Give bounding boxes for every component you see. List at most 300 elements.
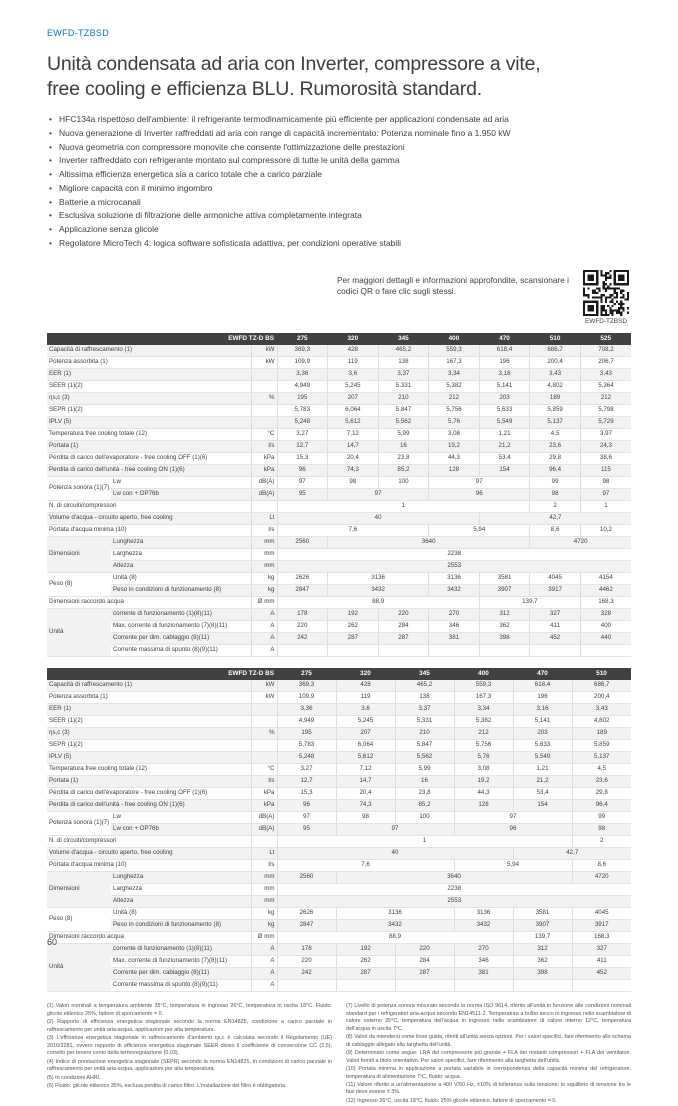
table-row (47, 692, 631, 704)
value-cell: 708,2 (580, 345, 631, 357)
row-unit: A (251, 956, 277, 968)
value-cell: 44,3 (454, 788, 513, 800)
value-cell: 3640 (336, 872, 572, 884)
value-cell: 203 (479, 393, 530, 405)
row-label: Lw (111, 812, 251, 824)
value-cell: 3,37 (395, 704, 454, 716)
footnote: (5) In condizioni AHRI. (47, 1074, 101, 1081)
value-cell: 262 (328, 621, 379, 633)
value-cell: 207 (328, 393, 379, 405)
value-cell: 16 (395, 776, 454, 788)
footnote: (10) Portata minima in applicazione a portata variabile in corrispondenza della capacità minima del refrigeratore, temperatura di alimentazione 7°C, fluido: acqua. (346, 1066, 631, 1080)
value-cell: 312 (479, 609, 530, 621)
value-cell: 5,331 (395, 716, 454, 728)
table-row (47, 932, 631, 944)
value-cell: 5,859 (530, 405, 581, 417)
row-unit: A (251, 645, 277, 657)
value-cell: 96,4 (572, 800, 631, 812)
value-cell: 428 (336, 680, 395, 692)
value-cell (479, 645, 530, 657)
value-cell: 3432 (429, 585, 480, 597)
row-label: Unità (8) (111, 573, 251, 585)
value-cell: 5,847 (395, 740, 454, 752)
feature-bullet: • Migliore capacità con il minimo ingombro (47, 182, 631, 195)
value-cell: 21,2 (479, 441, 530, 453)
table-row (47, 872, 631, 884)
value-cell: 3,08 (454, 764, 513, 776)
row-label: Capacità di raffrescamento (1) (47, 680, 251, 692)
value-cell: 5,141 (479, 381, 530, 393)
value-cell (572, 980, 631, 992)
value-cell: 5,783 (277, 740, 336, 752)
value-cell: 29,8 (572, 788, 631, 800)
value-cell: 53,4 (513, 788, 572, 800)
value-cell: 96,4 (530, 465, 581, 477)
value-cell: 97 (429, 477, 530, 489)
value-cell: 128 (454, 800, 513, 812)
value-cell: 284 (378, 621, 429, 633)
value-cell: 23,6 (530, 441, 581, 453)
footnotes-right-column (346, 1003, 631, 1106)
row-label: EER (1) (47, 704, 251, 716)
value-cell (378, 645, 429, 657)
row-unit: kW (251, 345, 277, 357)
value-cell: 14,7 (328, 441, 379, 453)
table-row (47, 752, 631, 764)
row-unit: % (251, 393, 277, 405)
table-row (47, 441, 631, 453)
row-unit (251, 501, 277, 513)
table-row (47, 357, 631, 369)
table-row (47, 537, 631, 549)
row-label: Perdita di carico dell'unità - free cooling ON (1)(6) (47, 800, 251, 812)
row-label: IPLV (5) (47, 417, 251, 429)
size-column-header: 525 (580, 333, 631, 345)
value-cell: 1,21 (479, 429, 530, 441)
value-cell: 138 (395, 692, 454, 704)
row-unit: Lt (251, 513, 277, 525)
value-cell: 452 (530, 633, 581, 645)
value-cell: 362 (513, 956, 572, 968)
qr-code-icon[interactable] (583, 270, 629, 316)
row-label: IPLV (5) (47, 752, 251, 764)
size-column-header: 510 (530, 333, 581, 345)
value-cell: 15,3 (277, 453, 328, 465)
value-cell: 29,8 (530, 453, 581, 465)
value-cell: 154 (513, 800, 572, 812)
table-header-row (47, 668, 631, 680)
row-unit: kPa (251, 788, 277, 800)
value-cell: 3432 (328, 585, 429, 597)
row-unit (251, 836, 277, 848)
value-cell: 23,8 (395, 788, 454, 800)
value-cell: 23,8 (378, 453, 429, 465)
value-cell: 686,7 (530, 345, 581, 357)
value-cell: 98 (336, 812, 395, 824)
value-cell: 4,949 (277, 716, 336, 728)
row-label: Lw con + OP76b (111, 489, 251, 501)
value-cell: 559,3 (454, 680, 513, 692)
product-code-header: EWFD-TZBSD (47, 28, 109, 38)
row-unit: kPa (251, 800, 277, 812)
row-unit: mm (251, 561, 277, 573)
value-cell: 2553 (277, 561, 631, 573)
value-cell: 3917 (572, 920, 631, 932)
row-unit: mm (251, 896, 277, 908)
value-cell: 5,99 (378, 429, 429, 441)
row-label: Lunghezza (111, 872, 251, 884)
value-cell: 97 (277, 812, 336, 824)
value-cell: 100 (378, 477, 429, 489)
value-cell: 242 (277, 968, 336, 980)
qr-caption: EWFD-TZBSD (585, 317, 627, 325)
row-unit: A (251, 980, 277, 992)
row-unit: dB(A) (251, 477, 277, 489)
size-column-header: 345 (395, 668, 454, 680)
footnote: (1) Valori nominali a temperatura ambiente 35°C, temperatura in ingresso 26°C, temperatura in uscita 18°C. Fluido: glicole etilenico 25%, fattore di sporcamento = 0. (47, 1003, 332, 1017)
table-row (47, 381, 631, 393)
value-cell: 5,76 (429, 417, 480, 429)
value-cell: 411 (572, 956, 631, 968)
row-label: Potenza assorbita (1) (47, 692, 251, 704)
value-cell: 207 (336, 728, 395, 740)
row-unit: kPa (251, 453, 277, 465)
value-cell: 465,2 (395, 680, 454, 692)
value-cell: 40 (277, 513, 479, 525)
value-cell: 85,2 (395, 800, 454, 812)
value-cell: 97 (336, 824, 454, 836)
qr-section (47, 270, 631, 325)
value-cell: 5,331 (378, 381, 429, 393)
table-row (47, 956, 631, 968)
row-label: Perdita di carico dell'evaporatore - free cooling OFF (1)(6) (47, 453, 251, 465)
value-cell: 369,3 (277, 680, 336, 692)
footnote: (11) Valore riferito a un'alimentazione a 400 V/50 Hz, ±10% di tolleranza sulla tensione; lo squilibrio di tensione tra le fasi deve essere ± 3%. (346, 1081, 631, 1096)
value-cell: 3,16 (513, 704, 572, 716)
value-cell: 5,633 (513, 740, 572, 752)
feature-bullet: • Esclusiva soluzione di filtrazione delle armoniche attiva completamente integrata (47, 209, 631, 222)
row-label: Max. corrente di funzionamento (7)(8)(11) (111, 956, 251, 968)
value-cell: 189 (530, 393, 581, 405)
row-label: Portata d'acqua minima (10) (47, 860, 251, 872)
feature-bullet: • Inverter raffreddato con refrigerante montato sul compressore di tutte le unità della gamma (47, 154, 631, 167)
row-label: Altezza (111, 896, 251, 908)
row-label: Larghezza (111, 884, 251, 896)
value-cell: 2238 (277, 884, 631, 896)
row-label: Larghezza (111, 549, 251, 561)
row-unit: % (251, 728, 277, 740)
footnote: (9) Determinato come segue: LRA del compressore più grande + FLA dei restanti compressori + FLA dei ventilatori. Valori forniti a titolo orientativo. Per valori specifici, fare riferimento alla targhetta dell'unità. (346, 1050, 631, 1064)
value-cell: 4,949 (277, 381, 328, 393)
value-cell: 100 (395, 812, 454, 824)
page-title-line1: Unità condensata ad aria con Inverter, compressore a vite, (47, 53, 541, 75)
value-cell: 138 (378, 357, 429, 369)
value-cell: 362 (479, 621, 530, 633)
value-cell: 74,3 (336, 800, 395, 812)
value-cell: 618,4 (513, 680, 572, 692)
value-cell: 200,4 (530, 357, 581, 369)
table-row (47, 417, 631, 429)
value-cell: 312 (513, 944, 572, 956)
row-unit: kW (251, 692, 277, 704)
table-row (47, 812, 631, 824)
table-row (47, 405, 631, 417)
row-group-label: Peso (8) (47, 573, 111, 597)
value-cell: 42,7 (513, 848, 631, 860)
table-row (47, 788, 631, 800)
value-cell: 119 (328, 357, 379, 369)
value-cell: 88,9 (277, 932, 513, 944)
table-row (47, 477, 631, 489)
value-cell: 168,3 (580, 597, 631, 609)
value-cell: 5,783 (277, 405, 328, 417)
size-column-header: 320 (328, 333, 379, 345)
row-unit: kg (251, 920, 277, 932)
row-label: Peso in condizioni di funzionamento (8) (111, 920, 251, 932)
value-cell: 1 (277, 836, 572, 848)
value-cell: 381 (429, 633, 480, 645)
row-label: Volume d'acqua - circuito aperto, free cooling (47, 848, 251, 860)
value-cell: 4045 (530, 573, 581, 585)
table-row (47, 944, 631, 956)
value-cell: 5,94 (454, 860, 572, 872)
value-cell: 95 (277, 489, 328, 501)
size-column-header: 275 (277, 668, 336, 680)
value-cell: 203 (513, 728, 572, 740)
value-cell: 4720 (530, 537, 631, 549)
value-cell: 192 (328, 609, 379, 621)
row-unit: °C (251, 764, 277, 776)
value-cell: 400 (580, 621, 631, 633)
value-cell: 262 (336, 956, 395, 968)
value-cell: 40 (277, 848, 513, 860)
value-cell: 220 (378, 609, 429, 621)
value-cell: 3432 (336, 920, 454, 932)
value-cell: 96 (277, 465, 328, 477)
value-cell: 21,2 (513, 776, 572, 788)
value-cell: 3,36 (277, 704, 336, 716)
value-cell: 128 (429, 465, 480, 477)
spec-table-1 (47, 333, 631, 657)
value-cell: 4045 (572, 908, 631, 920)
footnote: (8) Valori da intendersi come linee guida, riferiti all'unità senza opzioni. Per i valori specifici, fare riferimento allo schema di cablaggio allegato alla targhetta dell'unità. (346, 1034, 631, 1048)
table-row (47, 764, 631, 776)
value-cell: 19,2 (429, 441, 480, 453)
value-cell: 220 (277, 621, 328, 633)
value-cell: 53,4 (479, 453, 530, 465)
value-cell: 5,847 (378, 405, 429, 417)
row-unit: A (251, 968, 277, 980)
row-label: Unità (8) (111, 908, 251, 920)
size-column-header: 320 (336, 668, 395, 680)
value-cell: 3,16 (479, 369, 530, 381)
value-cell: 44,3 (429, 453, 480, 465)
value-cell: 5,245 (336, 716, 395, 728)
value-cell: 96 (454, 824, 572, 836)
row-label: Peso in condizioni di funzionamento (8) (111, 585, 251, 597)
row-unit: Ø mm (251, 597, 277, 609)
value-cell: 3,27 (277, 429, 328, 441)
feature-bullet: • Nuova generazione di Inverter raffreddati ad aria con range di capacità incrementato: Potenza nominale fino a 1.950 kW (47, 127, 631, 140)
value-cell: 6,064 (328, 405, 379, 417)
value-cell: 200,4 (572, 692, 631, 704)
row-label: Temperatura free cooling totale (12) (47, 429, 251, 441)
row-group-label: Unità (47, 944, 111, 992)
value-cell: 440 (580, 633, 631, 645)
row-unit (251, 716, 277, 728)
feature-bullet: • Nuova geometria con compressore monovite che consente l'ottimizzazione delle prestazioni (47, 141, 631, 154)
row-label: Volume d'acqua - circuito aperto, free cooling (47, 513, 251, 525)
row-label: Perdita di carico dell'unità - free cooling ON (1)(6) (47, 465, 251, 477)
value-cell: 178 (277, 609, 328, 621)
value-cell: 1 (580, 501, 631, 513)
value-cell: 96 (429, 489, 530, 501)
value-cell: 16 (378, 441, 429, 453)
value-cell: 20,4 (336, 788, 395, 800)
value-cell: 167,3 (429, 357, 480, 369)
value-cell: 98 (328, 477, 379, 489)
table-row (47, 896, 631, 908)
value-cell: 346 (454, 956, 513, 968)
value-cell: 206,7 (580, 357, 631, 369)
value-cell: 97 (580, 489, 631, 501)
row-label: Capacità di raffrescamento (1) (47, 345, 251, 357)
value-cell: 5,562 (378, 417, 429, 429)
value-cell: 1,21 (513, 764, 572, 776)
value-cell: 3,27 (277, 764, 336, 776)
row-unit: A (251, 609, 277, 621)
footnote: (7) Livello di potenza sonora misurato secondo la norma ISO 9614, riferito all'unità in funzione alle condizioni nominali standard per i refrigeratori aria-acqua secondo EN14511-2. Temperatura a bulbo secco in ingresso nello scambiatore di calore esterno 35°C, temperatura dell'acqua in ingresso nello scambiatore di calore interno 12°C, temperatura dell'acqua in uscita 7°C. (346, 1003, 631, 1032)
value-cell: 3136 (328, 573, 429, 585)
value-cell: 2847 (277, 920, 336, 932)
row-unit: mm (251, 537, 277, 549)
value-cell: 287 (378, 633, 429, 645)
table-row (47, 704, 631, 716)
value-cell: 15,3 (277, 788, 336, 800)
feature-list (47, 113, 631, 250)
value-cell: 88,9 (277, 597, 479, 609)
value-cell: 5,141 (513, 716, 572, 728)
value-cell: 196 (479, 357, 530, 369)
value-cell (513, 980, 572, 992)
value-cell: 270 (454, 944, 513, 956)
value-cell: 4,5 (530, 429, 581, 441)
row-label: SEER (1)(2) (47, 716, 251, 728)
row-group-label: Potenza sonora (1)(7) (47, 477, 111, 501)
table-row (47, 836, 631, 848)
footnotes-left-column (47, 1003, 332, 1106)
value-cell: 212 (580, 393, 631, 405)
row-label: Portata (1) (47, 441, 251, 453)
value-cell: 98 (572, 824, 631, 836)
row-label: corrente di funzionamento (1)(8)(11) (111, 609, 251, 621)
value-cell: 686,7 (572, 680, 631, 692)
value-cell: 8,6 (530, 525, 581, 537)
row-unit: kW (251, 680, 277, 692)
row-unit: mm (251, 872, 277, 884)
value-cell: 139,7 (479, 597, 580, 609)
value-cell: 97 (454, 812, 572, 824)
qr-instruction-text: Per maggiori dettagli e informazioni approfondite, scansionare i codici QR o fare clic sugli stessi. (337, 274, 569, 297)
row-unit: A (251, 633, 277, 645)
value-cell: 559,3 (429, 345, 480, 357)
page-number: 60 (47, 937, 58, 947)
value-cell: 115 (580, 465, 631, 477)
value-cell: 5,137 (572, 752, 631, 764)
row-unit (251, 417, 277, 429)
footnote: (3) L'efficienza energetica stagionale in raffrescamento d'ambienti ηs,c è calcolata secondo il Regolamento (UE) 2016/2281, ovvero rapporto di efficienza energetica stagionale SEER diviso il coefficiente di conversione CC (2,5), corretto per tenere conto della termoregolazione (0,03). (47, 1035, 332, 1057)
row-group-label: Peso (8) (47, 908, 111, 932)
feature-bullet: • HFC134a rispettoso dell'ambiente: il refrigerante termodinamicamente più efficiente per applicazioni condensate ad aria (47, 113, 631, 126)
value-cell: 5,364 (580, 381, 631, 393)
value-cell: 5,99 (395, 764, 454, 776)
value-cell: 3,6 (328, 369, 379, 381)
size-column-header: 345 (378, 333, 429, 345)
row-unit: dB(A) (251, 489, 277, 501)
value-cell (395, 980, 454, 992)
value-cell: 42,7 (479, 513, 631, 525)
value-cell: 327 (530, 609, 581, 621)
row-label: Corrente per dim. cablaggio (8)(11) (111, 633, 251, 645)
value-cell: 3640 (328, 537, 530, 549)
value-cell: 3136 (429, 573, 480, 585)
value-cell: 3,36 (277, 369, 328, 381)
value-cell: 98 (530, 489, 581, 501)
feature-bullet: • Batterie a microcanali (47, 196, 631, 209)
table-row (47, 920, 631, 932)
row-unit (251, 381, 277, 393)
value-cell: 3907 (513, 920, 572, 932)
value-cell: 109,9 (277, 692, 336, 704)
value-cell: 5,756 (429, 405, 480, 417)
table-row (47, 716, 631, 728)
row-unit: kg (251, 573, 277, 585)
row-unit (251, 704, 277, 716)
value-cell: 154 (479, 465, 530, 477)
value-cell: 212 (454, 728, 513, 740)
row-label: ηs,c (3) (47, 728, 251, 740)
value-cell: 411 (530, 621, 581, 633)
value-cell: 3581 (513, 908, 572, 920)
row-label: Dimensioni raccordo acqua (47, 932, 251, 944)
footnotes-section (47, 1003, 631, 1106)
value-cell: 7,12 (336, 764, 395, 776)
value-cell: 287 (395, 968, 454, 980)
value-cell: 5,612 (328, 417, 379, 429)
row-group-label: Dimensioni (47, 872, 111, 908)
row-unit: dB(A) (251, 824, 277, 836)
value-cell: 3907 (479, 585, 530, 597)
row-label: Dimensioni raccordo acqua (47, 597, 251, 609)
table-row (47, 549, 631, 561)
value-cell: 8,6 (572, 860, 631, 872)
row-unit: °C (251, 429, 277, 441)
table-row (47, 680, 631, 692)
value-cell: 287 (336, 968, 395, 980)
value-cell: 23,6 (572, 776, 631, 788)
value-cell: 14,7 (336, 776, 395, 788)
value-cell: 168,3 (572, 932, 631, 944)
feature-bullet: • Applicazione senza glicole (47, 223, 631, 236)
value-cell (277, 645, 328, 657)
value-cell (530, 645, 581, 657)
size-column-header: 470 (513, 668, 572, 680)
table-row (47, 585, 631, 597)
table-row (47, 489, 631, 501)
value-cell: 3581 (479, 573, 530, 585)
value-cell: 3,6 (336, 704, 395, 716)
row-unit: mm (251, 549, 277, 561)
